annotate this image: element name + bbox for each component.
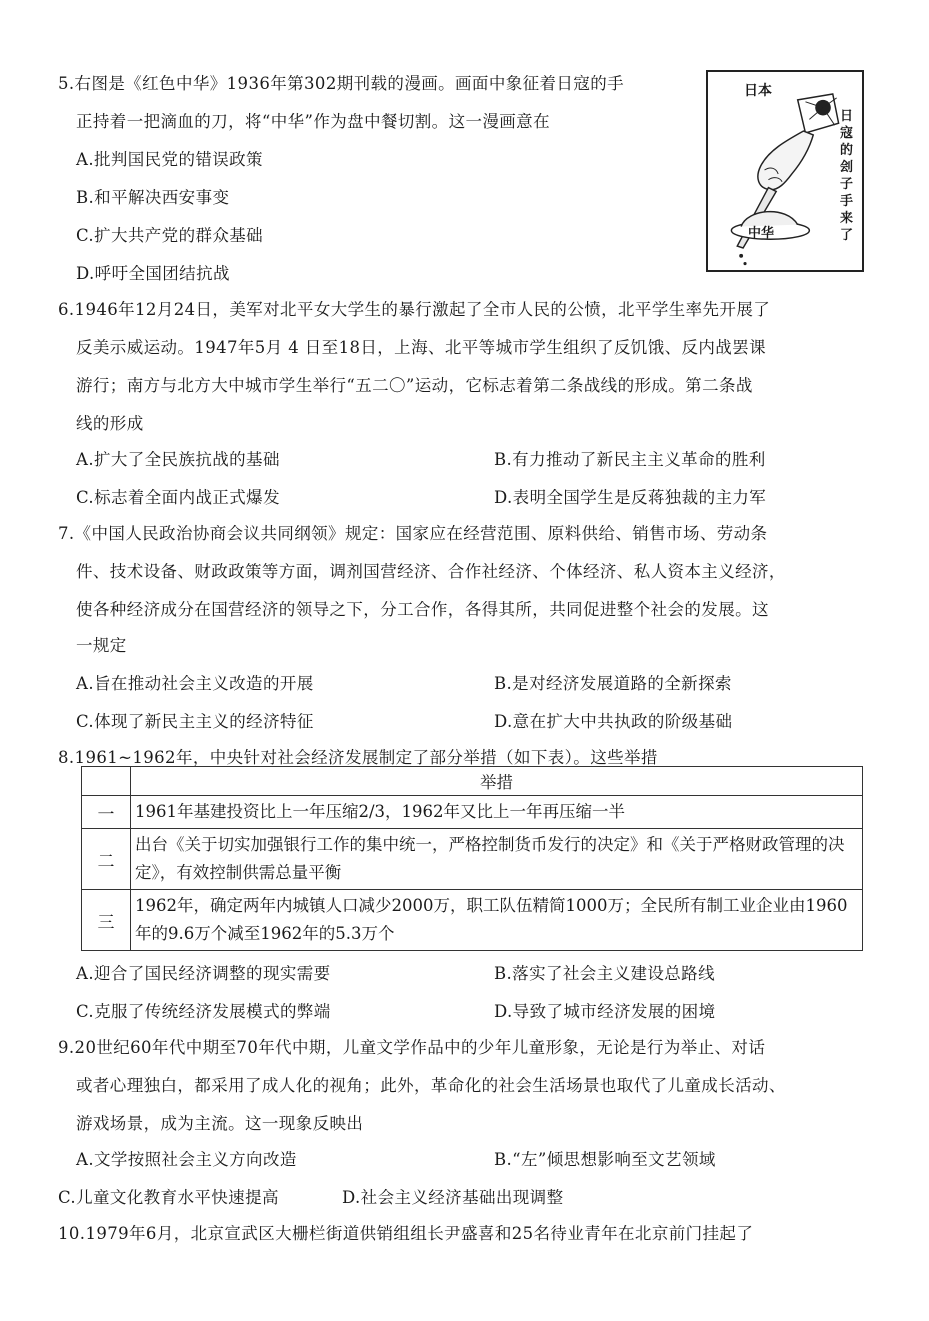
cartoon-side-caption: 日寇的刽子手来了	[840, 109, 854, 243]
cartoon-top-label: 日本	[744, 83, 772, 99]
q7-option-a: A.旨在推动社会主义改造的开展	[76, 674, 314, 693]
q7-stem-line2: 件、技术设备、财政政策等方面，调剂国营经济、合作社经济、个体经济、私人资本主义经济，	[76, 562, 786, 581]
table-row-text: 1961年基建投资比上一年压缩2/3，1962年又比上一年再压缩一半	[131, 796, 863, 829]
q6-stem-line2: 反美示威运动。1947年5月 4 日至18日，上海、北平等城市学生组织了反饥饿、反内战罢课	[76, 338, 766, 357]
q6-option-d: D.表明全国学生是反蒋独裁的主力军	[494, 488, 767, 507]
q9-option-d: D.社会主义经济基础出现调整	[342, 1188, 564, 1207]
table-header-row	[82, 767, 863, 796]
q7-stem-line3: 使各种经济成分在国营经济的领导之下，分工合作，各得其所，共同促进整个社会的发展。这	[76, 600, 769, 619]
q7-stem-line1: 7.《中国人民政治协商会议共同纲领》规定：国家应在经营范围、原料供给、销售市场、劳动条	[58, 524, 768, 543]
q8-option-a: A.迎合了国民经济调整的现实需要	[76, 964, 331, 983]
table-row-number: 三	[82, 890, 131, 951]
q6-stem-line4: 线的形成	[76, 414, 144, 433]
q9-option-c: C.儿童文化教育水平快速提高	[58, 1188, 279, 1207]
q6-option-a: A.扩大了全民族抗战的基础	[76, 450, 280, 469]
table-row-number: 二	[82, 829, 131, 890]
q7-stem-line4: 一规定	[76, 636, 127, 655]
q8-measures-table	[81, 766, 863, 951]
table-row-number: 一	[82, 796, 131, 829]
q6-stem-line3: 游行；南方与北方大中城市学生举行“五二〇”运动，它标志着第二条战线的形成。第二条战	[76, 376, 753, 395]
q5-option-b: B.和平解决西安事变	[76, 188, 230, 207]
q5-cartoon-image	[706, 70, 864, 272]
table-row	[82, 890, 863, 951]
q8-option-c: C.克服了传统经济发展模式的弊端	[76, 1002, 331, 1021]
q7-option-d: D.意在扩大中共执政的阶级基础	[494, 712, 733, 731]
q5-stem-line1: 5.右图是《红色中华》1936年第302期刊载的漫画。画面中象征着日寇的手	[58, 74, 625, 93]
q6-option-b: B.有力推动了新民主主义革命的胜利	[494, 450, 766, 469]
cartoon-drawing	[708, 72, 862, 270]
q5-option-a: A.批判国民党的错误政策	[76, 150, 263, 169]
q7-option-c: C.体现了新民主主义的经济特征	[76, 712, 314, 731]
q9-stem-line1: 9.20世纪60年代中期至70年代中期，儿童文学作品中的少年儿童形象，无论是行为举止、对话	[58, 1038, 766, 1057]
q10-stem-line1: 10.1979年6月，北京宣武区大栅栏街道供销组组长尹盛喜和25名待业青年在北京前门挂起了	[58, 1224, 754, 1243]
q6-stem-line1: 6.1946年12月24日，美军对北平女大学生的暴行激起了全市人民的公愤，北平学生率先开展了	[58, 300, 771, 319]
q5-option-c: C.扩大共产党的群众基础	[76, 226, 264, 245]
q8-option-b: B.落实了社会主义建设总路线	[494, 964, 715, 983]
q9-stem-line3: 游戏场景，成为主流。这一现象反映出	[76, 1114, 364, 1133]
table-row	[82, 829, 863, 890]
table-header-measures: 举措	[131, 767, 863, 796]
q5-option-d: D.呼吁全国团结抗战	[76, 264, 230, 283]
cartoon-plate-label: 中华	[748, 226, 775, 241]
q6-option-c: C.标志着全面内战正式爆发	[76, 488, 280, 507]
q8-option-d: D.导致了城市经济发展的困境	[494, 1002, 716, 1021]
q7-option-b: B.是对经济发展道路的全新探索	[494, 674, 732, 693]
q9-option-b: B.“左”倾思想影响至文艺领域	[494, 1150, 716, 1169]
table-row	[82, 796, 863, 829]
table-row-text: 1962年，确定两年内城镇人口减少2000万，职工队伍精简1000万；全民所有制工业企业由1960年的9.6万个减至1962年的5.3万个	[131, 890, 863, 951]
q9-option-a: A.文学按照社会主义方向改造	[76, 1150, 297, 1169]
table-header-blank	[82, 767, 131, 796]
q8-stem: 8.1961~1962年，中央针对社会经济发展制定了部分举措（如下表）。这些举措	[58, 748, 658, 767]
table-row-text: 出台《关于切实加强银行工作的集中统一，严格控制货币发行的决定》和《关于严格财政管理的决定》，有效控制供需总量平衡	[131, 829, 863, 890]
q9-stem-line2: 或者心理独白，都采用了成人化的视角；此外，革命化的社会生活场景也取代了儿童成长活动、	[76, 1076, 786, 1095]
q5-stem-line2: 正持着一把滴血的刀，将“中华”作为盘中餐切割。这一漫画意在	[76, 112, 550, 131]
